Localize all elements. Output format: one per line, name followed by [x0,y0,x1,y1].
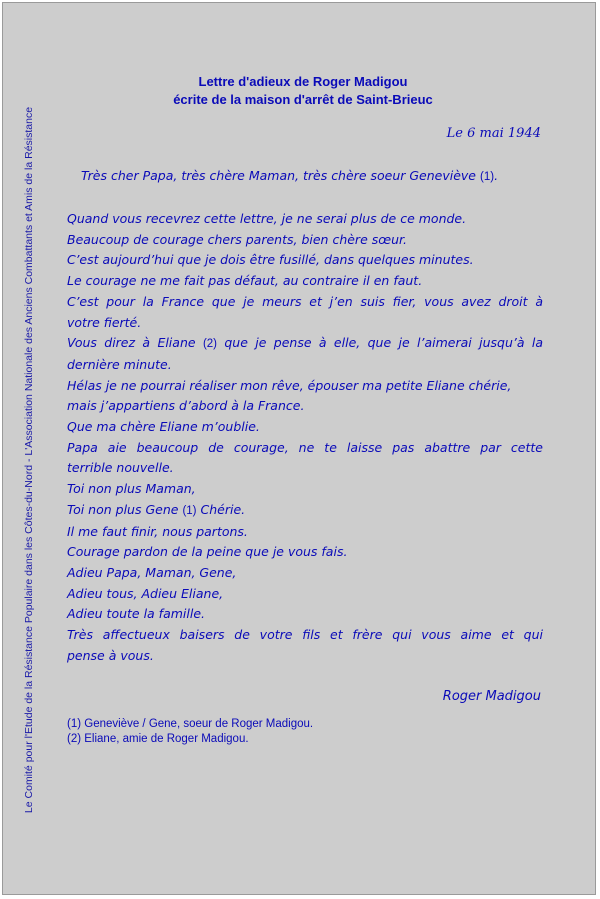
footnote-2: (2) Eliane, amie de Roger Madigou. [67,733,249,745]
letter-line: terrible nouvelle. [67,460,174,476]
footnotes [67,717,313,747]
letter-header [63,73,543,109]
letter-line: Très affectueux baisers de votre fils et frère qui vous aime et qui [67,627,543,643]
letter-line: pense à vous. [67,647,154,663]
letter-line: Papa aie beaucoup de courage, ne te laisse pas abattre par cette [67,439,543,455]
signature: Roger Madigou [442,689,541,704]
letter-line: Hélas je ne pourrai réaliser mon rêve, épouser ma petite Eliane chérie, [67,377,512,393]
letter-text: que je pense à elle, que je l’aimerai jusqu’à la [224,335,543,351]
title-line-2: écrite de la maison d'arrêt de Saint-Brieuc [173,92,433,107]
letter-line: Adieu toute la famille. [67,606,206,622]
salutation-end: . [494,168,499,183]
letter-line: mais j’appartiens d’abord à la France. [67,398,305,414]
side-credit-text: Le Comité pour l'Etude de la Résistance Populaire dans les Côtes-du-Nord - L'Association Nationale des Anciens Combattants et Amis de la Résistance [23,106,35,814]
letter-line: C’est pour la France que je meurs et j’en suis fier, vous avez droit à [67,293,543,309]
letter-line: Adieu tous, Adieu Eliane, [67,585,224,601]
letter-line [67,333,543,355]
letter-line: Quand vous recevrez cette lettre, je ne serai plus de ce monde. [67,211,467,226]
letter-body [67,209,543,666]
letter-line: Courage pardon de la peine que je vous fais. [67,544,348,560]
letter-line: Toi non plus Maman, [67,481,196,497]
letter-page [2,2,596,895]
letter-line: C’est aujourd’hui que je dois être fusillé, dans quelques minutes. [67,252,474,268]
letter-text: Toi non plus Gene [67,501,179,517]
letter-line [67,500,543,522]
salutation [81,168,498,183]
footnote-ref-1: (1) [182,504,197,517]
letter-line: Que ma chère Eliane m’oublie. [67,419,260,435]
footnote-ref-2: (2) [202,338,217,351]
letter-line: dernière minute. [67,356,172,372]
salutation-text: Très cher Papa, très chère Maman, très chère soeur Geneviève [81,168,477,183]
footnote-1: (1) Geneviève / Gene, soeur de Roger Madigou. [67,718,314,730]
letter-text: Chérie. [200,501,246,517]
letter-line: votre fierté. [67,314,142,330]
title-line-1: Lettre d'adieux de Roger Madigou [198,74,408,89]
letter-line: Adieu Papa, Maman, Gene, [67,564,237,580]
letter-line: Il me faut finir, nous partons. [67,523,248,539]
letter-line: Le courage ne me fait pas défaut, au contraire il en faut. [67,273,423,289]
letter-date: Le 6 mai 1944 [446,126,541,141]
letter-text: Vous direz à Eliane [67,335,196,351]
letter-line: Beaucoup de courage chers parents, bien chère sœur. [67,231,407,247]
footnote-ref-1: (1) [480,171,495,183]
